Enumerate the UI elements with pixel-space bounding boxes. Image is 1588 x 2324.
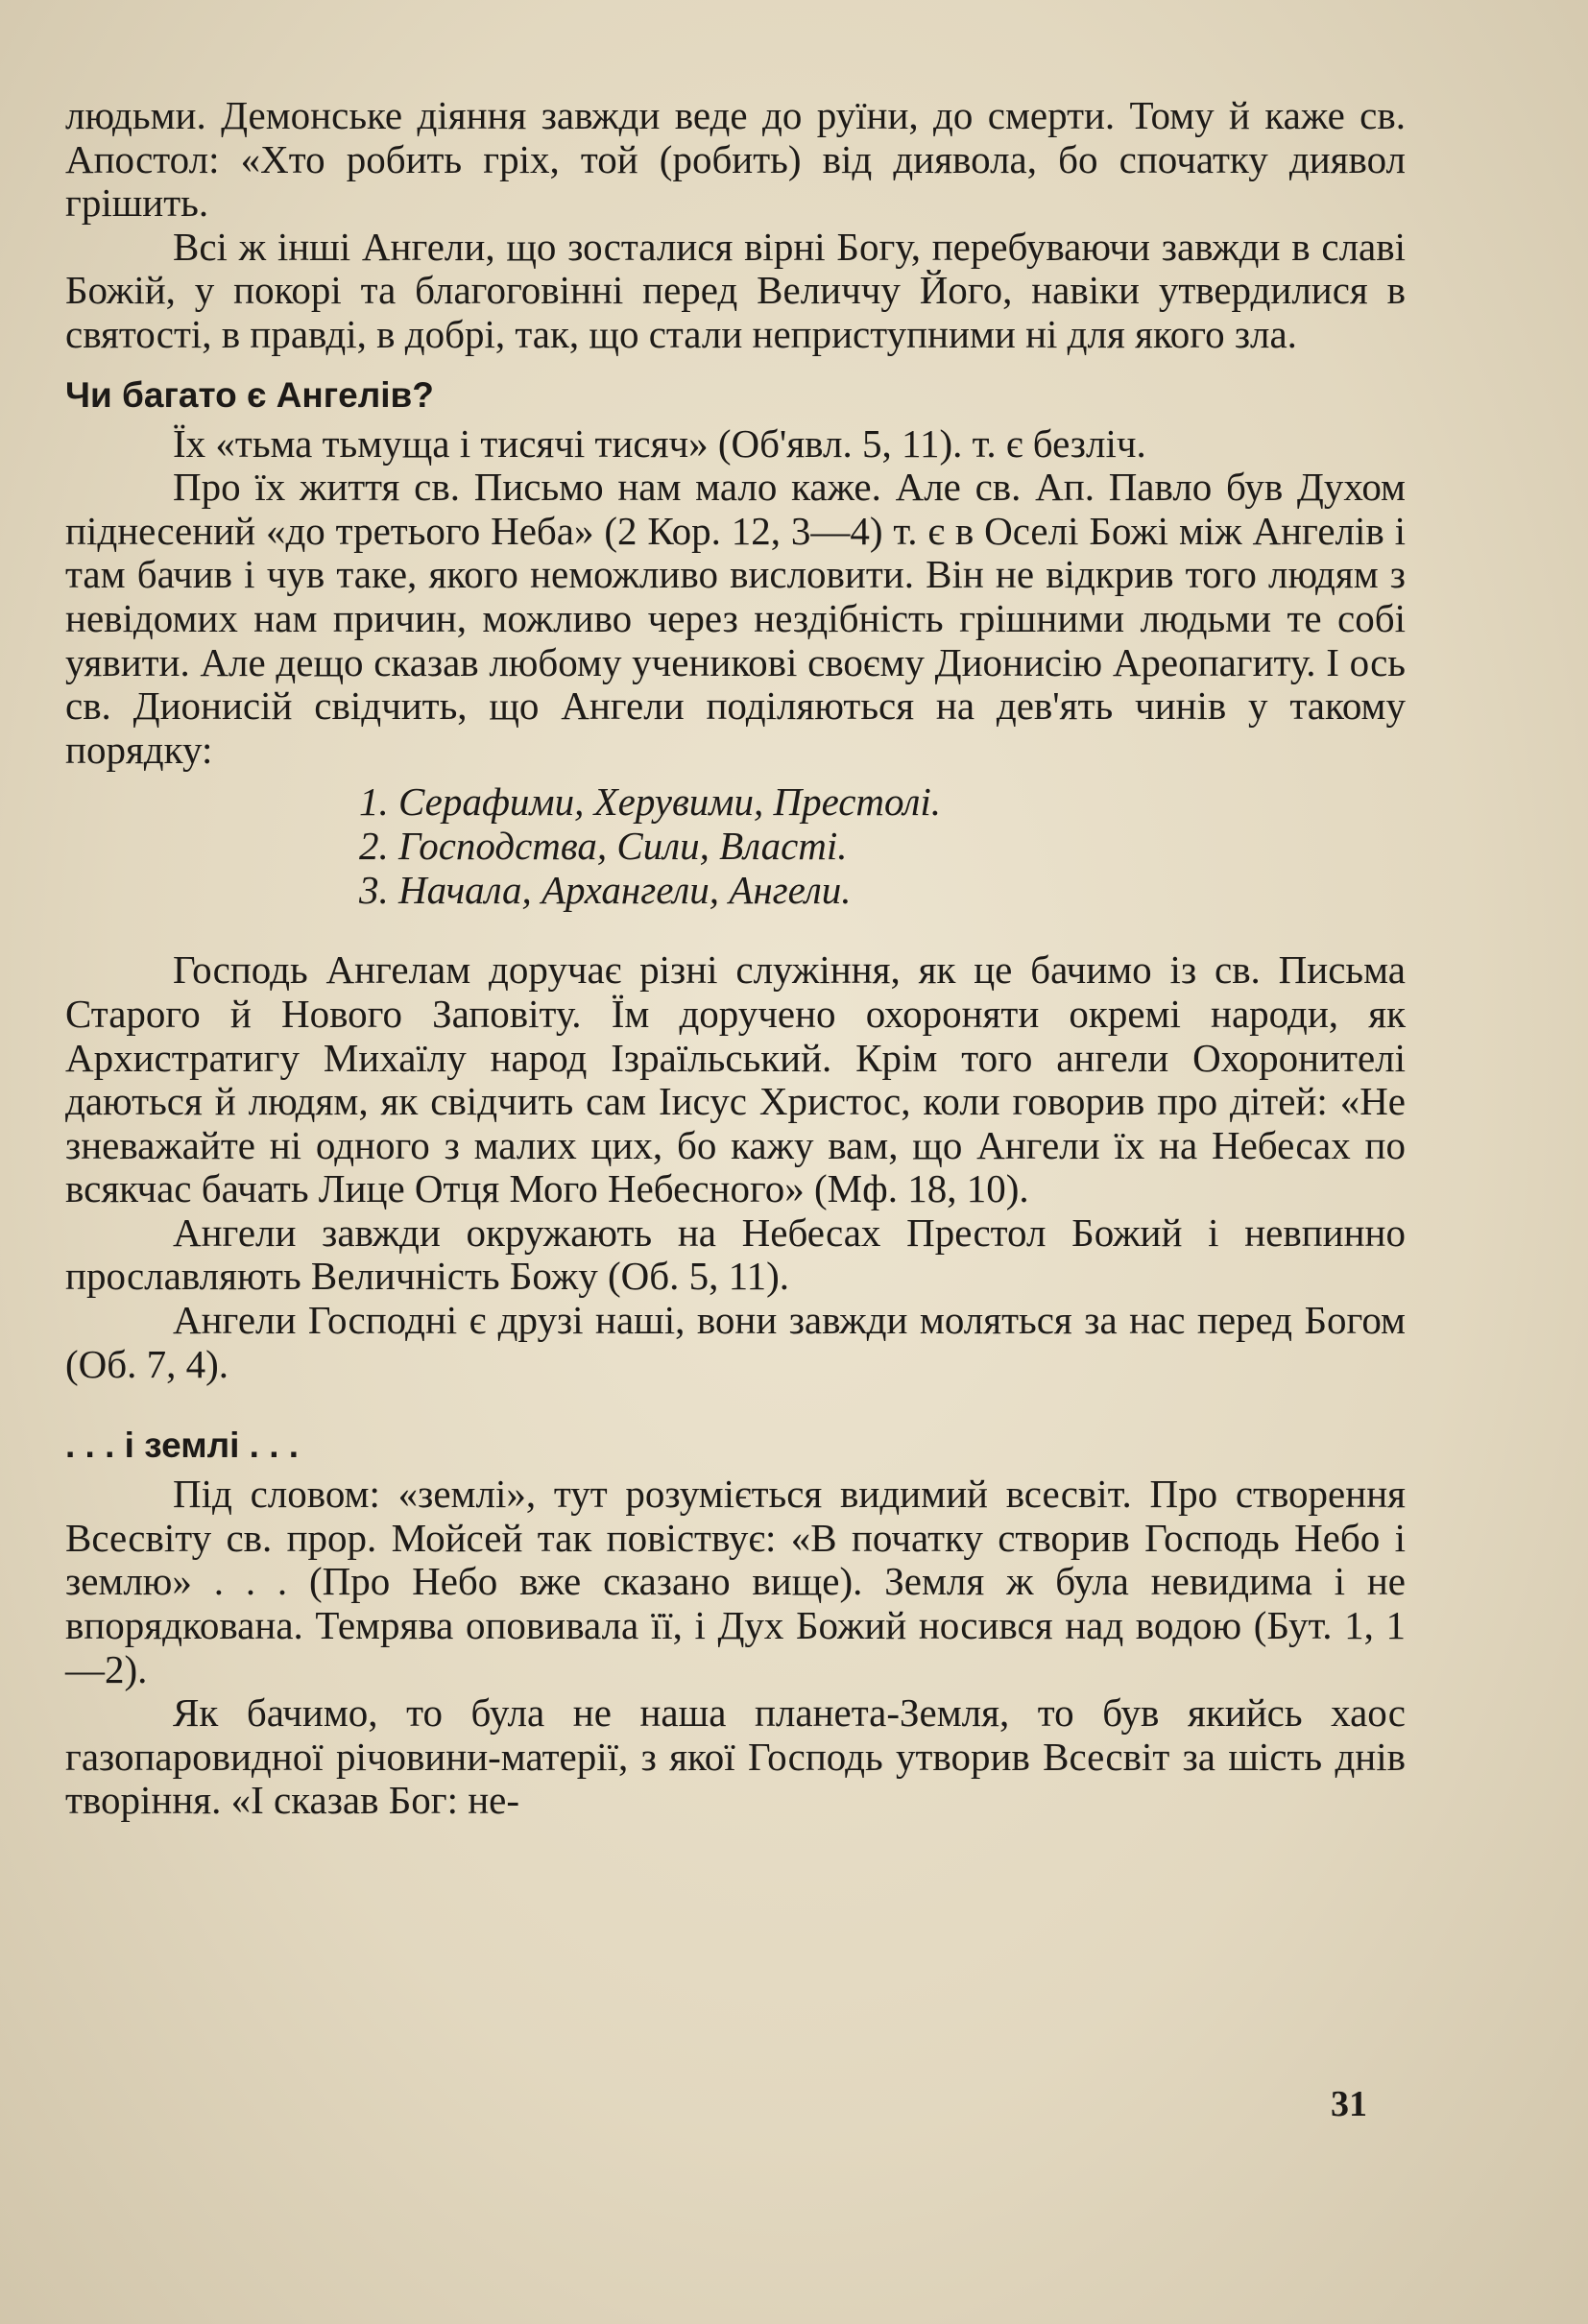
section-heading-angels-count: Чи багато є Ангелів?	[65, 374, 434, 415]
section-heading-earth: . . . і землі . . .	[65, 1426, 300, 1466]
paragraph-angels-2: Про їх життя св. Письмо нам мало каже. Але св. Ап. Павло був Духом піднесений «до третього Неба» (2 Кор. 12, 3—4) т. є в Оселі Божі між Ангелів і там бачив і чув таке, якого неможливо висловити. Він не відкрив того людям з невідомих нам причин, можливо через нездібність грішними людьми те собі уявити. Але дещо сказав любому ученикові своєму Дионисію Ареопагиту. І ось св. Дионисій свідчить, що Ангели поділяються на дев'ять чинів у такому порядку:	[65, 465, 1406, 772]
angel-rank-2: 2. Господства, Сили, Власті.	[359, 824, 848, 869]
page-number: 31	[1331, 2084, 1367, 2124]
paragraph-intro-2: Всі ж інші Ангели, що зосталися вірні Богу, перебуваючи завжди в славі Божій, у покорі та благоговінні перед Величчу Його, навіки утвердилися в святості, в правді, в добрі, так, що стали неприступними ні для якого зла.	[65, 224, 1406, 356]
page-content	[65, 94, 1406, 1823]
paragraph-angels-3: Господь Ангелам доручає різні служіння, як це бачимо із св. Письма Старого й Нового Заповіту. Їм доручено охороняти окремі народи, як Архистратигу Михаїлу народ Ізраїльський. Крім того ангели Охоронителі даються й людям, як свідчить сам Іисус Христос, коли говорив про дітей: «Не зневажайте ні одного з малих цих, бо кажу вам, що Ангели їх на Небесах по всякчас бачать Лице Отця Мого Небесного» (Мф. 18, 10).	[65, 947, 1406, 1211]
paragraph-angels-1: Їх «тьма тьмуща і тисячі тисяч» (Об'явл. 5, 11). т. є безліч.	[173, 420, 1146, 466]
angel-ranks-list	[359, 779, 1406, 912]
paragraph-intro-1: людьми. Демонське діяння завжди веде до руїни, до смерти. Тому й каже св. Апостол: «Хто робить гріх, той (робить) від диявола, бо спочатку диявол грішить.	[65, 93, 1406, 226]
paragraph-angels-5: Ангели Господні є друзі наші, вони завжди моляться за нас перед Богом (Об. 7, 4).	[65, 1298, 1406, 1386]
angel-rank-3: 3. Начала, Архангели, Ангели.	[359, 868, 852, 913]
paragraph-earth-1: Під словом: «землі», тут розуміється видимий всесвіт. Про створення Всесвіту св. прор. Мойсей так повіствує: «В початку створив Господь Небо і землю» . . . (Про Небо вже сказано вище). Земля ж була невидима і не впорядкована. Темрява оповивала її, і Дух Божий носився над водою (Бут. 1, 1—2).	[65, 1472, 1406, 1691]
paragraph-earth-2: Як бачимо, то була не наша планета-Земля, то був якийсь хаос газопаровидної річовини-матерії, з якої Господь утворив Всесвіт за шість днів творіння. «І сказав Бог: не-	[65, 1690, 1406, 1823]
angel-rank-1: 1. Серафими, Херувими, Престолі.	[359, 779, 942, 825]
paragraph-angels-4: Ангели завжди окружають на Небесах Престол Божий і невпинно прославляють Величність Божу (Об. 5, 11).	[65, 1210, 1406, 1299]
